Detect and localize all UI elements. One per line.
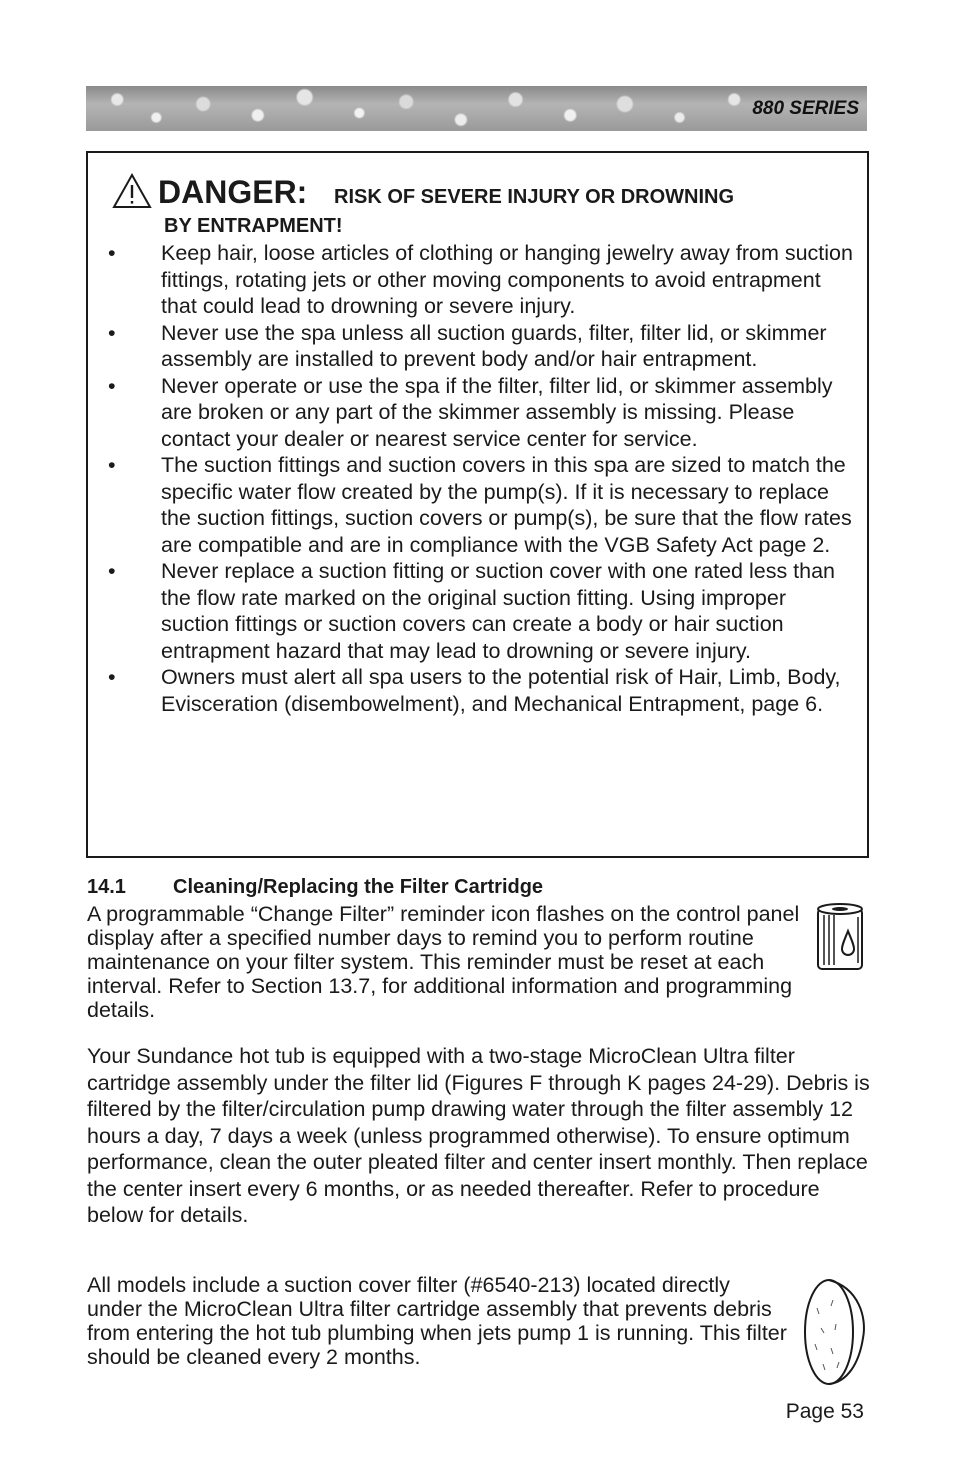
list-item: • Owners must alert all spa users to the potential risk of Hair, Limb, Body, Evisceration (disembowelment), and Mechanical Entrapment, page 6. bbox=[108, 665, 841, 716]
danger-subtitle-line2: BY ENTRAPMENT! bbox=[164, 215, 343, 237]
header-banner bbox=[86, 86, 867, 131]
warning-triangle-icon bbox=[112, 173, 152, 209]
page-number: Page 53 bbox=[785, 1400, 864, 1423]
danger-subtitle-line1: RISK OF SEVERE INJURY OR DROWNING bbox=[334, 186, 735, 208]
change-filter-icon bbox=[815, 901, 865, 973]
paragraph-suction-cover: All models include a suction cover filter (#6540-213) located directly under the MicroClean Ultra filter cartridge assembly that prevents debris from entering the hot tub plumbing when jets pump 1 is running. This filter should be cleaned every 2 months. bbox=[87, 1273, 787, 1369]
danger-bullet-list bbox=[108, 240, 853, 717]
danger-box bbox=[86, 151, 869, 858]
section-title: Cleaning/Replacing the Filter Cartridge bbox=[173, 876, 544, 898]
list-item: • Never operate or use the spa if the filter, filter lid, or skimmer assembly are broken or any part of the skimmer assembly is missing. Please contact your dealer or nearest service center for service. bbox=[108, 373, 833, 451]
suction-cover-filter-icon bbox=[801, 1278, 867, 1388]
danger-title: DANGER: bbox=[158, 174, 308, 210]
paragraph-change-filter: A programmable “Change Filter” reminder icon flashes on the control panel display after a specified number days to remind you to perform routine maintenance on your filter system. This reminder must be reset at each interval. Refer to Section 13.7, for additional information and programming details. bbox=[87, 902, 800, 1022]
paragraph-filter-assembly: Your Sundance hot tub is equipped with a two-stage MicroClean Ultra filter cartridge assembly under the filter lid (Figures F through K pages 24-29). Debris is filtered by the filter/circulation pump drawing water through the filter assembly 12 hours a day, 7 days a week (unless programmed otherwise). To ensure optimum performance, clean the outer pleated filter and center insert monthly. Then replace the center insert every 6 months, or as needed thereafter. Refer to procedure below for details. bbox=[87, 1044, 870, 1227]
list-item: • Never replace a suction fitting or suction cover with one rated less than the flow rate marked on the original suction fitting. Using improper suction fittings or suction covers can create a body or hair suction entrapment hazard that may lead to drowning or severe injury. bbox=[108, 559, 836, 663]
section-number: 14.1 bbox=[87, 876, 126, 898]
series-label: 880 SERIES bbox=[752, 98, 859, 119]
section-heading bbox=[87, 876, 543, 899]
list-item: • Keep hair, loose articles of clothing or hanging jewelry away from suction fittings, rotating jets or other moving components to avoid entrapment that could lead to drowning or severe injury. bbox=[108, 241, 853, 318]
list-item: • Never use the spa unless all suction guards, filter, filter lid, or skimmer assembly are installed to prevent body and/or hair entrapment. bbox=[108, 320, 827, 371]
list-item: • The suction fittings and suction covers in this spa are sized to match the specific water flow created by the pump(s). If it is necessary to replace the suction fittings, suction covers or pump(s), be sure that the flow rates are compatible and are in compliance with the VGB Safety Act page 2. bbox=[108, 453, 852, 557]
